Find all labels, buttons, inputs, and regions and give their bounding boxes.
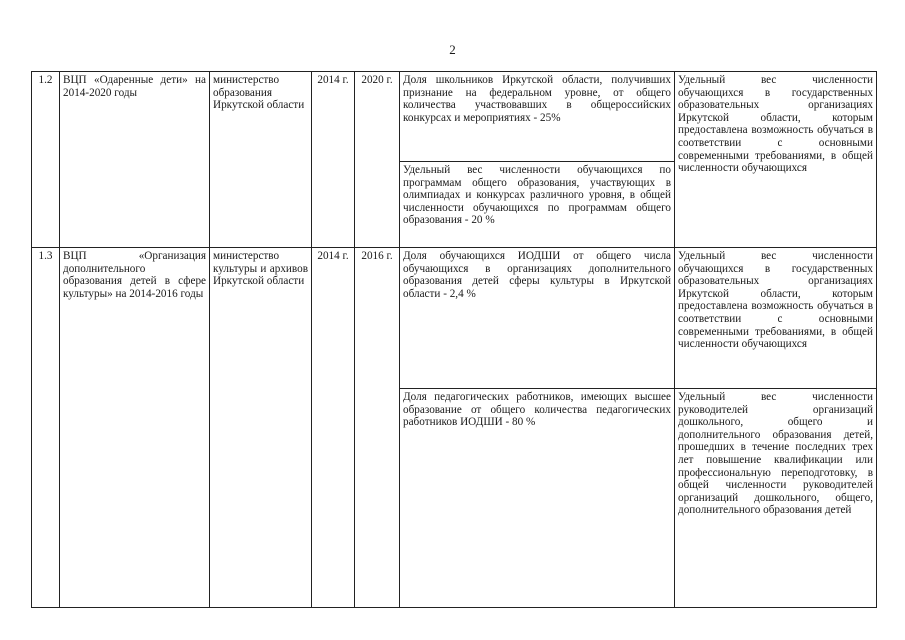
target-text: Удельный вес численности обучающихся в государственных образовательных организациях Иркутской области, которым предоставлена возможность обучаться в соответствии с основными современными требованиями, в общей численности обучающихся: [675, 248, 877, 389]
indicator-text: Доля обучающихся ИОДШИ от общего числа обучающихся в организациях дополнительного образования детей сферы культуры в Иркутской области - 2,4 %: [400, 248, 675, 389]
indicator-text: Доля педагогических работников, имеющих высшее образование от общего количества педагогических работников ИОДШИ - 80 %: [400, 389, 675, 608]
target-text: Удельный вес численности обучающихся в государственных образовательных организациях Иркутской области, которым предоставлена возможность обучаться в соответствии с основными современными требованиями, в общей численности обучающихся: [675, 72, 877, 248]
table-row: [32, 72, 877, 162]
page-number: 2: [449, 42, 456, 57]
end-year: 2016 г.: [355, 248, 400, 608]
program-table: [31, 71, 877, 608]
row-number: 1.3: [32, 248, 60, 608]
program-name: ВЦП «Одаренные дети» на 2014-2020 годы: [60, 72, 210, 248]
start-year: 2014 г.: [312, 72, 355, 248]
program-name: ВЦП «Организация дополнительного образования детей в сфере культуры» на 2014-2016 годы: [60, 248, 210, 608]
start-year: 2014 г.: [312, 248, 355, 608]
indicator-text: Удельный вес численности обучающихся по программам общего образования, участвующих в олимпиадах и конкурсах различного уровня, в общей численности обучающихся по программам общего образования - 20 %: [400, 162, 675, 248]
target-text: Удельный вес численности руководителей организаций дошкольного, общего и дополнительного образования детей, прошедших в течение последних трех лет повышение квалификации или профессиональную переподготовку, в общей численности руководителей организаций дошкольного, общего, дополнительного образования детей: [675, 389, 877, 608]
table-row: [32, 248, 877, 389]
executor: министерство культуры и архивов Иркутской области: [210, 248, 312, 608]
row-number: 1.2: [32, 72, 60, 248]
executor: министерство образования Иркутской области: [210, 72, 312, 248]
end-year: 2020 г.: [355, 72, 400, 248]
indicator-text: Доля школьников Иркутской области, получивших признание на федеральном уровне, от общего количества участвовавших в общероссийских конкурсах и мероприятиях - 25%: [400, 72, 675, 162]
